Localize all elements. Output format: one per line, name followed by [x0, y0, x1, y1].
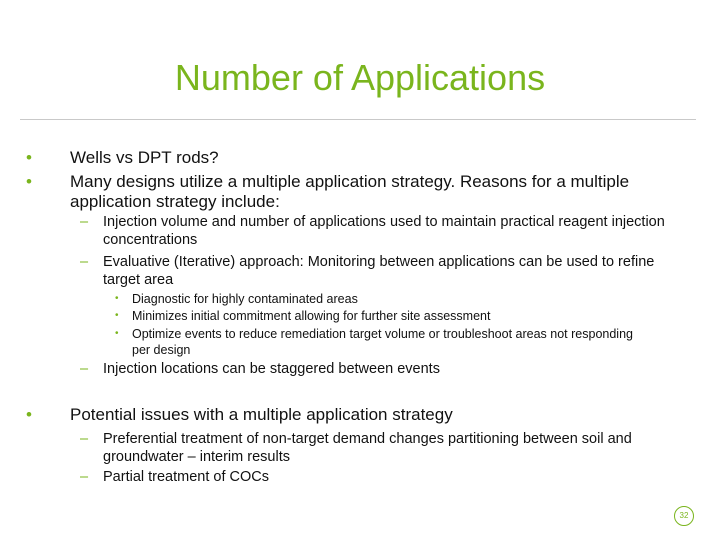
sub-sub-bullet-diagnostic	[115, 291, 652, 307]
bullet-text: Many designs utilize a multiple application strategy. Reasons for a multiple application strategy include:	[70, 172, 630, 211]
sub-bullet-preferential-treatment	[80, 430, 683, 466]
sub-sub-bullet-text: Minimizes initial commitment allowing for further site assessment	[132, 309, 491, 323]
bullet-multiple-application	[26, 172, 650, 212]
sub-bullet-staggered	[80, 360, 683, 378]
sub-bullet-evaluative-approach	[80, 253, 683, 289]
page-number: 32	[674, 506, 694, 526]
sub-bullet-text: Partial treatment of COCs	[103, 469, 269, 485]
bullet-potential-issues	[26, 405, 650, 425]
sub-sub-bullet-text: Optimize events to reduce remediation target volume or troubleshoot areas not responding per design	[132, 327, 633, 357]
dash-marker: –	[80, 431, 89, 447]
title-divider	[20, 119, 696, 120]
sub-bullet-partial-treatment	[80, 468, 683, 486]
bullet-marker: •	[26, 405, 32, 424]
bullet-marker: •	[115, 310, 119, 321]
sub-bullet-text: Preferential treatment of non-target demand changes partitioning between soil and groundwater – interim results	[103, 431, 632, 465]
sub-sub-bullet-text: Diagnostic for highly contaminated areas	[132, 292, 358, 306]
sub-bullet-injection-volume	[80, 213, 683, 249]
sub-bullet-text: Injection locations can be staggered between events	[103, 361, 440, 377]
bullet-text: Wells vs DPT rods?	[70, 148, 219, 167]
dash-marker: –	[80, 254, 89, 270]
dash-marker: –	[80, 361, 89, 377]
sub-bullet-text: Evaluative (Iterative) approach: Monitoring between applications can be used to refine target area	[103, 254, 655, 288]
sub-bullet-text: Injection volume and number of applications used to maintain practical reagent injection concentrations	[103, 214, 665, 248]
slide-title: Number of Applications	[174, 57, 546, 98]
sub-sub-bullet-minimizes	[115, 308, 652, 324]
dash-marker: –	[80, 469, 89, 485]
bullet-wells-vs-dpt	[26, 148, 650, 168]
bullet-marker: •	[115, 328, 119, 339]
sub-sub-bullet-optimize	[115, 326, 652, 358]
bullet-marker: •	[115, 293, 119, 304]
bullet-marker: •	[26, 148, 32, 167]
dash-marker: –	[80, 214, 89, 230]
bullet-text: Potential issues with a multiple application strategy	[70, 405, 453, 424]
bullet-marker: •	[26, 172, 32, 191]
